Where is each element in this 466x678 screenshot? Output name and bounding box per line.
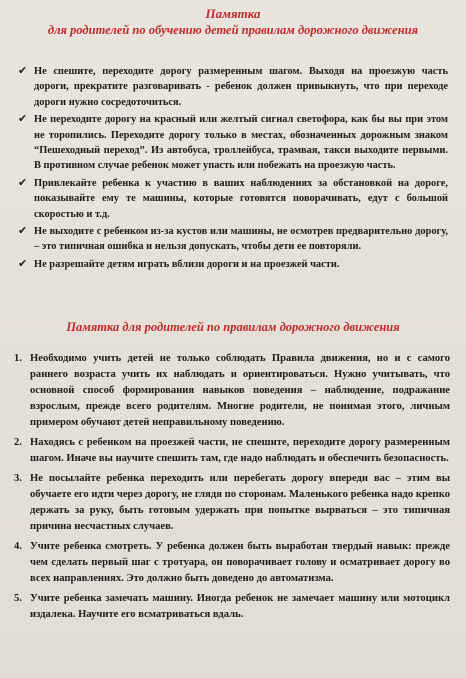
check-mark-icon: ✔ — [18, 257, 28, 270]
tip-text: Не выходите с ребенком из-за кустов или машины, не осмотрев предварительно дорогу, – это типичная ошибка и нельзя допускать, чтобы дети ее повторяли. — [34, 226, 448, 253]
check-mark-icon: ✔ — [18, 113, 28, 126]
memo-title: Памятка — [205, 6, 261, 21]
item-number: 2. — [14, 437, 22, 448]
item-text: Необходимо учить детей не только соблюдать Правила движения, но и с самого раннего возраста учить их наблюдать и ориентироваться. Нужно учитывать, что основной способ формирования навыков поведения – наблюдение, подражание взрослым, прежде всего родителям. Многие родители, не понимая этого, личным примером обучают детей неправильному поведению. — [30, 353, 450, 428]
list-item — [0, 224, 466, 255]
list-item — [0, 435, 466, 467]
list-item — [0, 176, 466, 222]
list-item — [0, 591, 466, 623]
section-title: Памятка для родителей по правилам дорожного движения — [66, 320, 400, 334]
list-item — [0, 539, 466, 587]
item-number: 1. — [14, 353, 22, 364]
rules-list — [0, 351, 466, 627]
tip-text: Не переходите дорогу на красный или желтый сигнал светофора, как бы вы при этом не торопились. Переходите дорогу только в местах, обозначенных дорожным знаком “Пешеходный переход”. Из автобуса, троллейбуса, трамвая, такси выходите первыми. В противном случае ребенок может упасть или побежать на проезжую часть. — [34, 114, 448, 172]
tip-text: Привлекайте ребенка к участию в ваших наблюдениях за обстановкой на дороге, показывайте ему те машины, которые готовятся поворачивать, едут с большой скоростью и т.д. — [34, 177, 448, 220]
list-item — [0, 64, 466, 110]
tip-text: Не разрешайте детям играть вблизи дороги и на проезжей части. — [34, 258, 340, 270]
item-text: Не посылайте ребенка переходить или перебегать дорогу впереди вас – этим вы обучаете его идти через дорогу, не глядя по сторонам. Маленького ребенка надо крепко держать за руку, быть готовым удержать при попытке вырваться – это типичная причина несчастных случаев. — [30, 473, 450, 532]
check-mark-icon: ✔ — [18, 176, 28, 189]
item-number: 5. — [14, 593, 22, 604]
item-number: 4. — [14, 541, 22, 552]
list-item — [0, 351, 466, 431]
list-item — [0, 257, 466, 272]
tip-text: Не спешите, переходите дорогу размеренным шагом. Выходя на проезжую часть дороги, прекратите разговаривать - ребенок должен привыкнуть, что при переходе дороги нужно сосредоточиться. — [34, 66, 448, 108]
item-number: 3. — [14, 473, 22, 484]
item-text: Находясь с ребенком на проезжей части, не спешите, переходите дорогу размеренным шагом. Иначе вы научите спешить там, где надо наблюдать и обеспечить безопасность. — [30, 437, 450, 464]
list-item — [0, 471, 466, 535]
memo-subtitle: для родителей по обучению детей правилам дорожного движения — [47, 23, 419, 37]
check-mark-icon: ✔ — [18, 65, 28, 77]
tips-list — [0, 64, 466, 274]
item-text: Учите ребенка замечать машину. Иногда ребенок не замечает машину или мотоцикл издалека. Научите его всматриваться вдаль. — [30, 593, 450, 620]
list-item — [0, 112, 466, 174]
check-mark-icon: ✔ — [18, 225, 28, 238]
item-text: Учите ребенка смотреть. У ребенка должен быть выработан твердый навык: прежде чем сделать первый шаг с тротуара, он поворачивает голову и осматривает дорогу во всех направлениях. Это должно быть доведено до автоматизма. — [30, 541, 450, 584]
